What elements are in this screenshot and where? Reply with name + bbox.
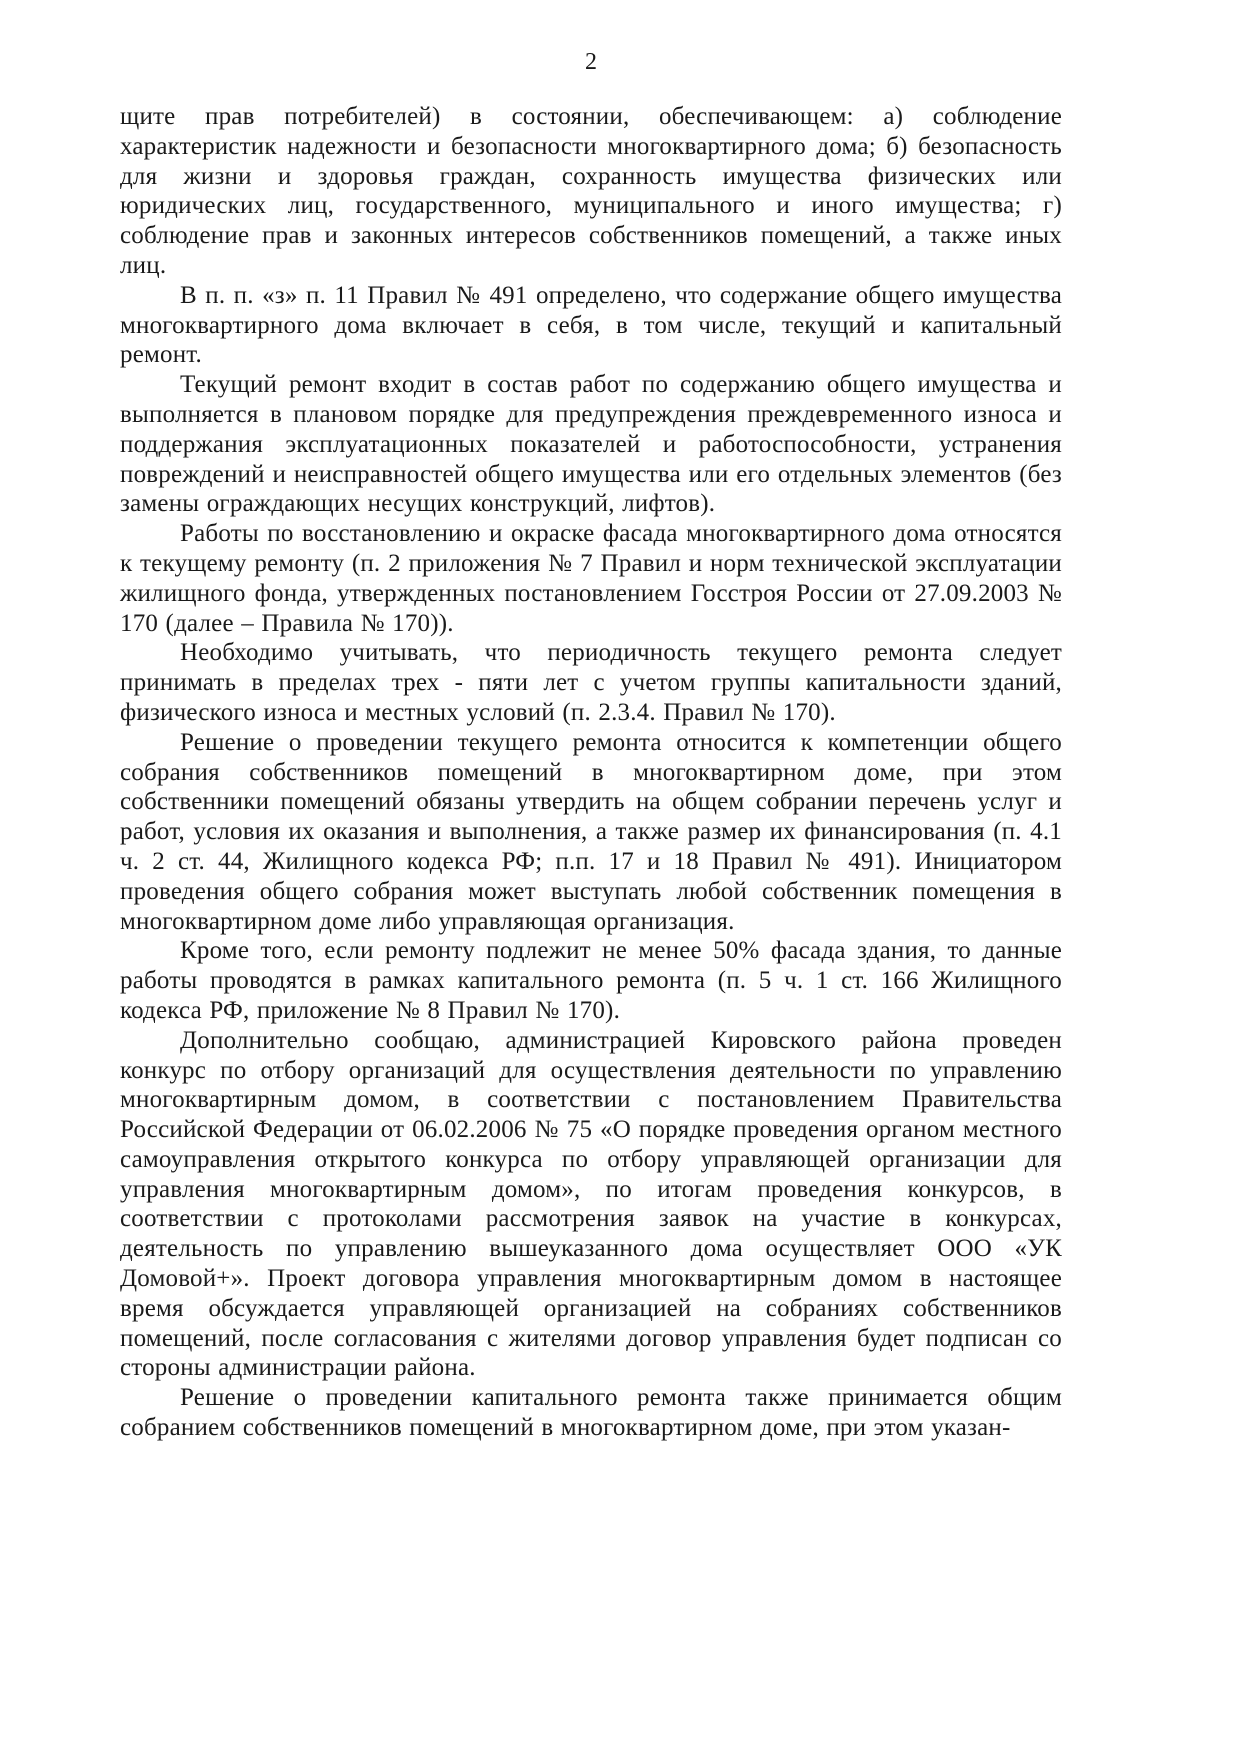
paragraph: Работы по восстановлению и окраске фасада многоквартирного дома относятся к текущему ремонту (п. 2 приложения № 7 Правил и норм технической эксплуатации жилищного фонда, утвержденных постановлением Госстроя России от 27.09.2003 № 170 (далее – Правила № 170)).: [120, 520, 1062, 637]
paragraph: Решение о проведении капитального ремонта также принимается общим собранием собственников помещений в многоквартирном доме, при этом указан-: [120, 1384, 1062, 1442]
paragraph: Дополнительно сообщаю, администрацией Кировского района проведен конкурс по отбору организаций для осуществления деятельности по управлению многоквартирным домом, в соответствии с постановлением Правительства Российской Федерации от 06.02.2006 № 75 «О порядке проведения органом местного самоуправления открытого конкурса по отбору управляющей организации для управления многоквартирным домом», по итогам проведения конкурсов, в соответствии с протоколами рассмотрения заявок на участие в конкурсах, деятельность по управлению вышеуказанного дома осуществляет ООО «УК Домовой+». Проект договора управления многоквартирным домом в настоящее время обсуждается управляющей организацией на собраниях собственников помещений, после согласования с жителями договор управления будет подписан со стороны администрации района.: [120, 1026, 1062, 1382]
paragraph: Необходимо учитывать, что периодичность текущего ремонта следует принимать в пределах трех - пяти лет с учетом группы капитальности зданий, физического износа и местных условий (п. 2.3.4. Правил № 170).: [120, 639, 1062, 726]
page-number: 2: [585, 49, 597, 75]
paragraph: Текущий ремонт входит в состав работ по содержанию общего имущества и выполняется в плановом порядке для предупреждения преждевременного износа и поддержания эксплуатационных показателей и работоспособности, устранения повреждений и неисправностей общего имущества или его отдельных элементов (без замены ограждающих несущих конструкций, лифтов).: [120, 371, 1062, 518]
paragraph: В п. п. «з» п. 11 Правил № 491 определено, что содержание общего имущества многоквартирного дома включает в себя, в том числе, текущий и капитальный ремонт.: [120, 281, 1062, 369]
paragraph: щите прав потребителей) в состоянии, обеспечивающем: а) соблюдение характеристик надежности и безопасности многоквартирного дома; б) безопасность для жизни и здоровья граждан, сохранность имущества физических или юридических лиц, государственного, муниципального и иного имущества; г) соблюдение прав и законных интересов собственников помещений, а также иных лиц.: [120, 103, 1062, 279]
paragraph: Решение о проведении текущего ремонта относится к компетенции общего собрания собственников помещений в многоквартирном доме, при этом собственники помещений обязаны утвердить на общем собрании перечень услуг и работ, условия их оказания и выполнения, а также размер их финансирования (п. 4.1 ч. 2 ст. 44, Жилищного кодекса РФ; п.п. 17 и 18 Правил № 491). Инициатором проведения общего собрания может выступать любой собственник помещения в многоквартирном доме либо управляющая организация.: [120, 728, 1062, 935]
paragraph: Кроме того, если ремонту подлежит не менее 50% фасада здания, то данные работы проводятся в рамках капитального ремонта (п. 5 ч. 1 ст. 166 Жилищного кодекса РФ, приложение № 8 Правил № 170).: [120, 937, 1062, 1024]
document-body: [120, 102, 1062, 1443]
